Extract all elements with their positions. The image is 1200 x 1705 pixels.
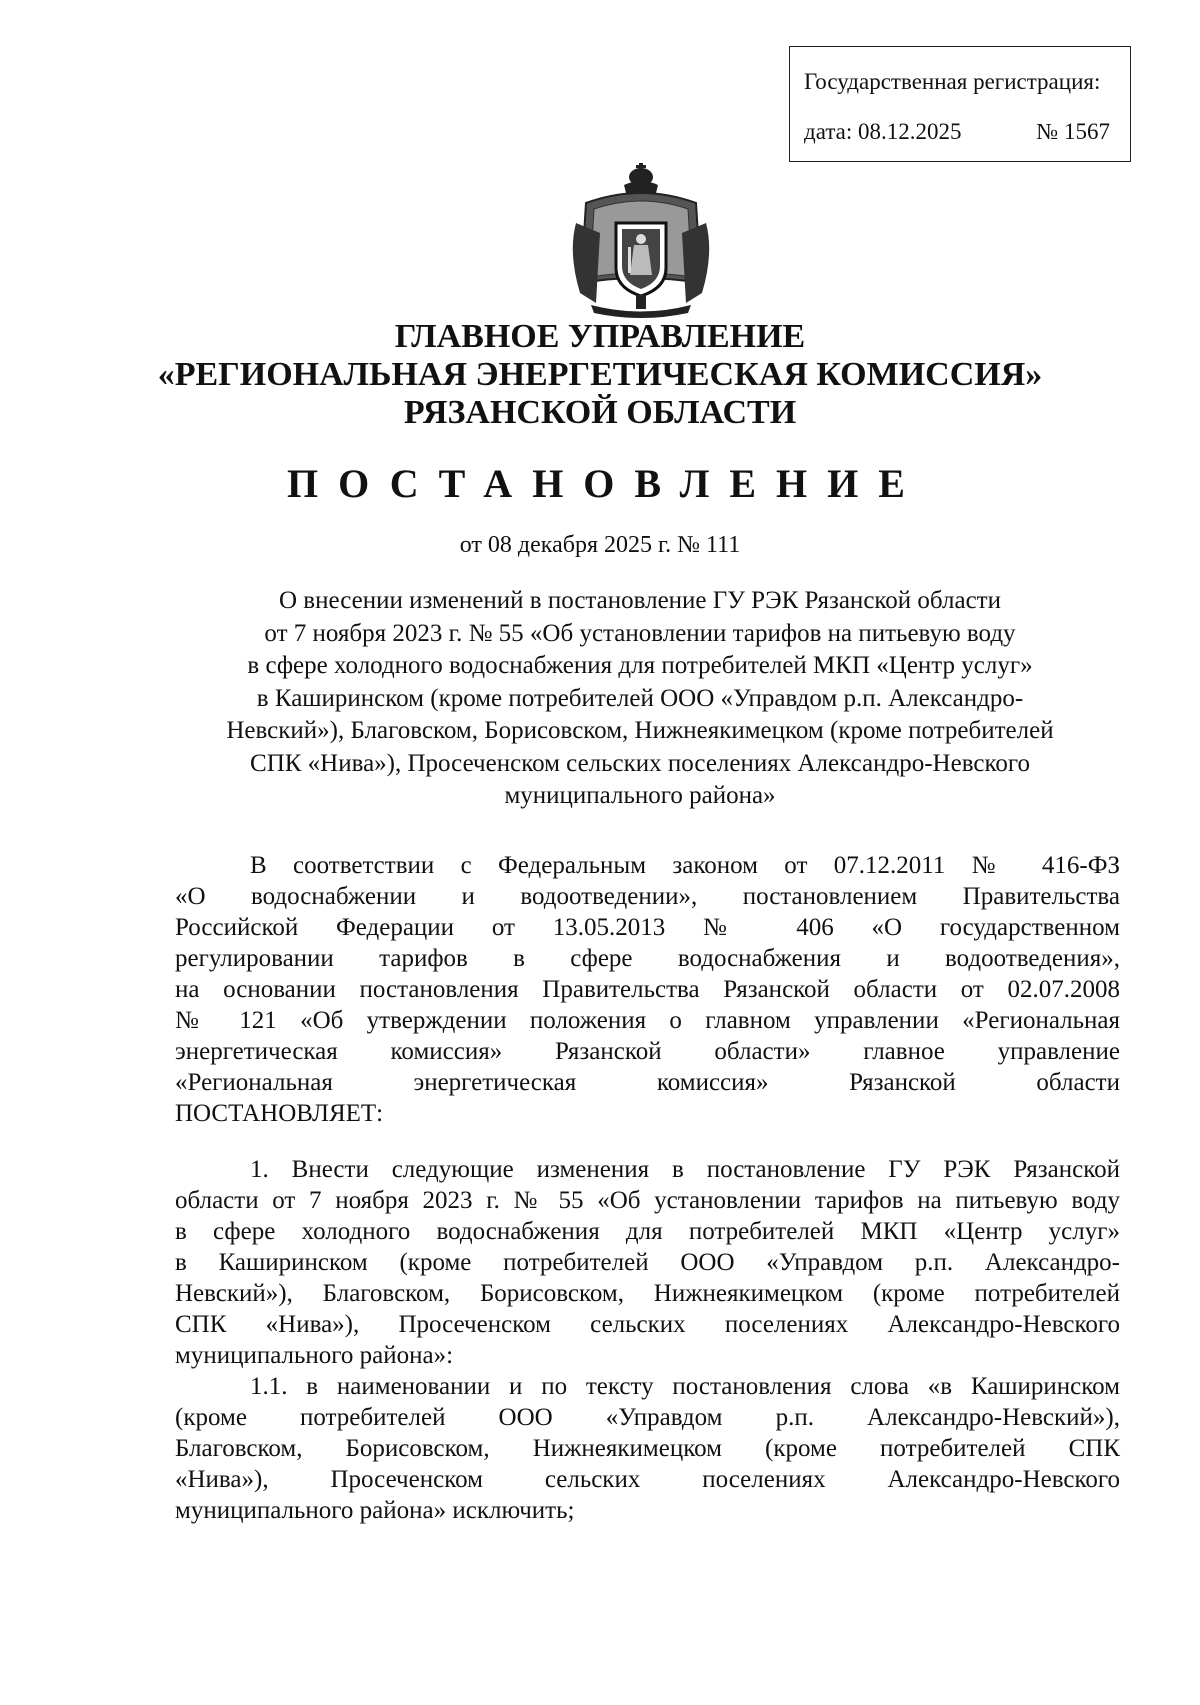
registration-stamp [789,46,1131,162]
text-line: области от 7 ноября 2023 г. № 55 «Об установлении тарифов на питьевую воду [175,1187,1120,1214]
subject-line: СПК «Нива»), Просеченском сельских поселениях Александро-Невского [250,749,1030,777]
document-type-heading: ПОСТАНОВЛЕНИЕ [287,461,925,506]
subject-line: муниципального района» [504,782,776,809]
registration-label: Государственная регистрация: [804,69,1101,94]
text-line: «О водоснабжении и водоотведении», постановлением Правительства [175,883,1120,910]
text-line: 1. Внести следующие изменения в постановление ГУ РЭК Рязанской [250,1156,1120,1183]
subject-line: от 7 ноября 2023 г. № 55 «Об установлении тарифов на питьевую воду [264,619,1016,647]
text-line: «Нива»), Просеченском сельских поселениях Александро-Невского [175,1466,1120,1493]
text-line: Невский»), Благовском, Борисовском, Нижнеякимецком (кроме потребителей [175,1280,1120,1307]
preamble-paragraph [175,850,1120,1129]
text-line: муниципального района»: [175,1342,454,1369]
subject-line: Невский»), Благовском, Борисовском, Нижнеякимецком (кроме потребителей [226,717,1054,744]
item-1-paragraph [175,1154,1120,1371]
organization-title [0,318,1200,432]
coat-of-arms-icon [566,163,716,323]
text-line: в сфере холодного водоснабжения для потребителей МКП «Центр услуг» [175,1218,1120,1245]
text-line: В соответствии с Федеральным законом от 07.12.2011 № 416-ФЗ [250,852,1120,879]
org-title-line: РЯЗАНСКОЙ ОБЛАСТИ [403,394,797,431]
text-line: № 121 «Об утверждении положения о главном управлении «Региональная [175,1007,1120,1034]
text-line: энергетическая комиссия» Рязанской области» главное управление [175,1038,1120,1065]
registration-number: № 1567 [1036,119,1110,144]
registration-details [804,117,1120,147]
registration-date: дата: 08.12.2025 [804,119,962,144]
text-line: (кроме потребителей ООО «Управдом р.п. Александро-Невский»), [175,1404,1120,1431]
text-line: муниципального района» исключить; [175,1497,575,1524]
document-body [175,850,1120,1526]
subject-line: О внесении изменений в постановление ГУ РЭК Рязанской области [279,587,1001,614]
text-line: 1.1. в наименовании и по тексту постановления слова «в Каширинском [250,1373,1120,1400]
item-1-1-paragraph [175,1371,1120,1526]
subject-line: в сфере холодного водоснабжения для потребителей МКП «Центр услуг» [247,652,1033,679]
document-subject [160,585,1120,813]
document-date: от 08 декабря 2025 г. № 111 [459,532,741,558]
text-line: на основании постановления Правительства Рязанской области от 02.07.2008 [175,976,1120,1003]
org-title-line: «РЕГИОНАЛЬНАЯ ЭНЕРГЕТИЧЕСКАЯ КОМИССИЯ» [157,356,1043,393]
org-title-line: ГЛАВНОЕ УПРАВЛЕНИЕ [394,318,806,355]
subject-line: в Каширинском (кроме потребителей ООО «Управдом р.п. Александро- [256,684,1024,712]
text-line: СПК «Нива»), Просеченском сельских поселениях Александро-Невского [175,1311,1120,1338]
text-line: в Каширинском (кроме потребителей ООО «Управдом р.п. Александро- [175,1249,1120,1276]
text-line: регулировании тарифов в сфере водоснабжения и водоотведения», [175,945,1120,972]
text-line: «Региональная энергетическая комиссия» Рязанской области [175,1069,1120,1096]
text-line: Благовском, Борисовском, Нижнеякимецком (кроме потребителей СПК [175,1435,1120,1462]
text-line: ПОСТАНОВЛЯЕТ: [175,1100,384,1127]
text-line: Российской Федерации от 13.05.2013 № 406 «О государственном [175,914,1120,941]
